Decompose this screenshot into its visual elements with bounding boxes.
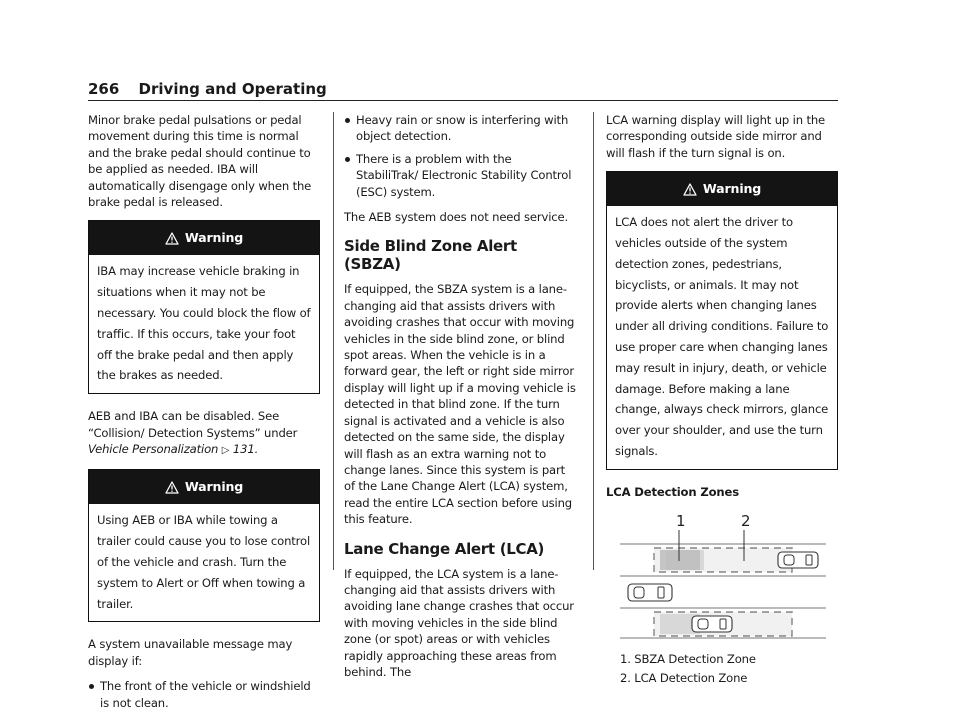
warning-icon	[165, 232, 179, 245]
paragraph: A system unavailable message may display if:	[88, 637, 293, 668]
section-heading-lca: Lane Change Alert (LCA)	[344, 539, 545, 558]
paragraph: The AEB system does not need service.	[344, 210, 569, 225]
warning-title: Warning	[184, 230, 244, 246]
warning-title: Warning	[702, 181, 762, 197]
warning-box	[88, 469, 320, 622]
warning-header	[89, 221, 319, 255]
legend-item: 2. LCA Detection Zone	[620, 671, 748, 686]
paragraph: If equipped, the LCA system is a lane-changing aid that assists drivers with avoiding lane change crashes that occur with moving vehicles in the side blind zone (or spot) areas or with vehicles rapidly approaching these areas from behind. The	[344, 566, 574, 679]
legend-item: 1. SBZA Detection Zone	[620, 652, 756, 667]
column-2	[344, 112, 576, 689]
diagram-label-1: 1	[676, 512, 686, 531]
page-number: 266	[88, 80, 120, 98]
sbza-zone-shade	[660, 550, 700, 570]
lca-detection-zones-diagram	[606, 506, 838, 644]
warning-text: LCA does not alert the driver to vehicles outside of the system detection zones, pedestrians, bicyclists, or animals. It may not provide alerts when changing lanes under all driving conditions. Failure to use proper care when changing lanes may result in injury, death, or vehicle damage. Before making a lane change, always check mirrors, glance over your shoulder, and use the turn signals.	[615, 215, 829, 458]
column-divider	[593, 112, 594, 570]
diagram-label-2: 2	[741, 512, 751, 531]
diagram-legend	[620, 650, 838, 688]
diagram-title: LCA Detection Zones	[606, 484, 739, 499]
column-3	[606, 112, 838, 688]
warning-header	[607, 172, 837, 206]
warning-text: Using AEB or IBA while towing a trailer could cause you to lose control of the vehicle and crash. Turn the system to Alert or Off when towing a trailer.	[97, 513, 311, 611]
warning-box	[606, 171, 838, 470]
paragraph	[88, 408, 320, 459]
bullet-list	[344, 112, 576, 200]
cross-reference-title: Vehicle Personalization	[88, 442, 219, 457]
warning-box	[88, 220, 320, 394]
list-item: The front of the vehicle or windshield is not clean.	[88, 678, 320, 711]
bullet-list	[88, 678, 320, 711]
warning-icon	[683, 183, 697, 196]
column-1	[88, 112, 320, 720]
warning-text: IBA may increase vehicle braking in situations when it may not be necessary. You could block the flow of traffic. If this occurs, take your foot off the brake pedal and then apply the brakes as needed.	[97, 264, 311, 383]
cross-reference-text: AEB and IBA can be disabled. See “Collision/ Detection Systems” under	[88, 409, 298, 440]
cross-reference-page[interactable]: 131.	[232, 442, 259, 457]
section-title: Driving and Operating	[138, 80, 327, 98]
paragraph: If equipped, the SBZA system is a lane-changing aid that assists drivers with avoiding crashes that occur with moving vehicles in the side blind zone, or blind spot areas. When the vehicle is in a forward gear, the left or right side mirror display will light up if a moving vehicle is detected in that blind zone. If the turn signal is activated and a vehicle is also detected on the same side, the display will flash as an extra warning not to change lanes. Since this system is part of the Lane Change Alert (LCA) system, read the entire LCA section before using this feature.	[344, 282, 576, 527]
list-item: There is a problem with the StabiliTrak/ Electronic Stability Control (ESC) system.	[344, 151, 576, 200]
list-item: Heavy rain or snow is interfering with object detection.	[344, 112, 576, 145]
host-vehicle-icon	[628, 584, 672, 601]
section-heading-sbza: Side Blind Zone Alert (SBZA)	[344, 237, 517, 274]
page-ref-icon: ▷	[221, 445, 230, 457]
column-divider	[333, 112, 334, 570]
paragraph: LCA warning display will light up in the corresponding outside side mirror and will flash if the turn signal is on.	[606, 113, 826, 160]
warning-icon	[165, 481, 179, 494]
paragraph: Minor brake pedal pulsations or pedal movement during this time is normal and the brake pedal should continue to be applied as needed. IBA will automatically disengage only when the brake pedal is released.	[88, 113, 312, 210]
warning-header	[89, 470, 319, 504]
page-header	[88, 80, 838, 101]
warning-title: Warning	[184, 479, 244, 495]
